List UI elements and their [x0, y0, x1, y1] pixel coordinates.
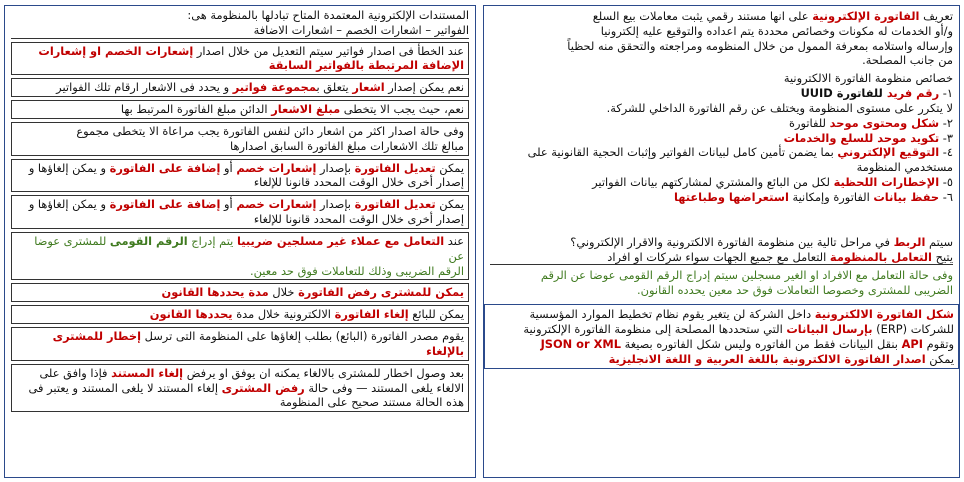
- highlight: الربط: [893, 234, 926, 249]
- highlight: إلغاء الفاتورة: [334, 307, 409, 322]
- text: لكل من البائع والمشتري لمشاركتهم بيانات الفواتير: [592, 175, 834, 190]
- text: من جانب المصلحة.: [862, 53, 953, 68]
- text: عند: [444, 233, 464, 248]
- highlight: رفض المشترى: [221, 380, 305, 395]
- text: للفاتورة UUID: [800, 86, 887, 101]
- text: و يحدد فى الاشعار ارقام تلك الفواتير: [56, 80, 233, 95]
- row-multiple-notices: [11, 122, 469, 156]
- text: يتعلق ب: [316, 80, 353, 95]
- highlight: حفظ بيانات: [873, 189, 940, 204]
- features-title: خصائص منظومة الفاتورة الالكترونية: [783, 71, 953, 86]
- highlight: التوقيع الإلكتروني: [837, 145, 940, 160]
- text: الفاتورة وإمكانية: [788, 189, 874, 204]
- text: أو: [220, 160, 237, 175]
- spacer: [490, 205, 953, 235]
- highlight: بالإلغاء: [426, 343, 464, 358]
- right-column: [483, 5, 960, 478]
- text: على انها مستند رقمي يثبت معاملات بيع السلع: [592, 9, 813, 23]
- row-edit-invoice-1: [11, 159, 469, 193]
- text: فإذا وافق على: [39, 365, 112, 380]
- docs-list: الفواتير – اشعارات الخصم – اشعارات الاضافة: [11, 23, 469, 39]
- text: إصدار أخرى خلال الوقت المحدد قانونا للإلغاء: [253, 175, 464, 190]
- text: خلال: [268, 285, 299, 300]
- text: الالكترونية خلال مدة: [232, 307, 335, 322]
- text: هذه الحالة مستند صحيح على المنظومة: [279, 395, 464, 410]
- text: الدائن مبلغ الفاتورة المرتبط بها: [120, 102, 272, 117]
- invoice-definition: [490, 9, 953, 68]
- highlight: إشعارات خصم: [236, 197, 317, 212]
- text: بعد وصول اخطار للمشترى بالالغاء يمكنه ان يوفق او يرفض: [183, 365, 464, 380]
- row-cancel-response: [11, 364, 469, 412]
- highlight: مبلغ الاشعار: [271, 102, 341, 117]
- invoice-shape-box: [484, 304, 959, 369]
- text: للمشترى عوضا عن: [34, 233, 464, 263]
- row-correction: [11, 42, 469, 76]
- highlight: استعراضها وطباعتها: [673, 189, 789, 204]
- num: ٤-: [939, 145, 953, 160]
- text: تعريف: [919, 9, 953, 23]
- highlight: التعامل بالمنظومة: [829, 249, 932, 264]
- text: نعم يمكن إصدار: [384, 80, 464, 95]
- text: و يمكن إلغاؤها و: [28, 160, 110, 175]
- num: ٦-: [939, 189, 953, 204]
- highlight: إضافة على الفاتورة: [109, 197, 221, 212]
- text: و/أو الخدمات له مكونات وخصائص محددة يتم اعداده والتوقيع عليه إلكترونيا: [600, 23, 953, 38]
- text: للشركات (ERP): [872, 321, 954, 336]
- text: نعم، حيث يجب الا يتخطى: [340, 102, 464, 117]
- row-notice-amount: [11, 100, 469, 119]
- row-group-notice: [11, 78, 469, 97]
- text: إصدار أخرى خلال الوقت المحدد قانونا للإلغاء: [253, 212, 464, 227]
- highlight: مجموعة فواتير: [232, 80, 317, 95]
- highlight: يحددها القانون: [149, 307, 233, 322]
- row-edit-invoice-2: [11, 195, 469, 229]
- highlight: شكل الفاتورة الالكترونية: [814, 307, 954, 322]
- text: يقوم مصدر الفاتورة (البائع) بطلب إلغاؤها على المنظومة التى ترسل: [141, 329, 464, 344]
- text: يمكن: [435, 160, 464, 175]
- text: الضريبى للمشترى وخصوصا التعاملات فوق حد معين يحدده القانون.: [637, 283, 953, 298]
- text: أو: [220, 197, 237, 212]
- text: بنقل البيانات فقط من الفاتوره وليس شكل الفاتوره بصيغة: [620, 336, 902, 351]
- text: بإصدار: [316, 197, 355, 212]
- text: يتيح: [931, 249, 953, 264]
- text: التعامل مع جميع الجهات سواء شركات او افراد: [607, 249, 830, 264]
- text: يمكن: [925, 351, 954, 366]
- highlight: إلغاء المستند: [111, 365, 184, 380]
- linking-section: [490, 235, 953, 298]
- highlight: تكويد موحد للسلع والخدمات: [783, 130, 940, 145]
- num: ١-: [939, 86, 953, 101]
- text: في مراحل تالية بين منظومة الفاتورة الالكترونية والاقرار الإلكتروني؟: [570, 234, 894, 249]
- text: بإصدار: [316, 160, 355, 175]
- highlight: اشعار: [352, 80, 385, 95]
- text: مبالغ تلك الاشعارات مبلغ الفاتورة السابق اصدارها: [229, 138, 464, 153]
- highlight: شكل ومحتوى موحد: [829, 115, 940, 130]
- highlight: الإضافة المرتبطة بالفواتير السابقة: [268, 58, 464, 73]
- text: يمكن: [435, 197, 464, 212]
- highlight: إضافة على الفاتورة: [109, 160, 221, 175]
- highlight: الفاتورة الإلكترونية: [812, 9, 920, 23]
- features-list: [490, 86, 953, 205]
- text: للفاتورة: [789, 115, 830, 130]
- text: يتم إدراج: [187, 233, 237, 248]
- highlight: التعامل مع عملاء غير مسلجين ضريبيا: [236, 233, 445, 248]
- highlight: رقم فريد: [886, 86, 940, 101]
- text: وفى حالة اصدار اكثر من اشعار دائن لنفس الفاتورة يجب مراعاة الا يتخطى مجموع: [76, 123, 464, 138]
- highlight: إخطار للمشترى: [52, 329, 141, 344]
- text: الرقم الضريبى وذلك للتعاملات فوق حد معين.: [250, 263, 464, 278]
- row-cancel-request: [11, 327, 469, 361]
- text: مستخدمي المنظومة: [856, 160, 953, 175]
- text: وإرساله واستلامه بمعرفة الممول من خلال المنظومه ومراجعته والتحقق منه لحظياً: [567, 38, 953, 53]
- docs-title: المستندات الإلكترونية المعتمدة المتاح تبادلها بالمنظومة هى:: [187, 8, 469, 22]
- text: الالغاء يلغى المستند — وفى حالة: [304, 380, 464, 395]
- text: بما يضمن تأمين كامل لبيانات الفواتير وإثبات الحجية القانونية على: [527, 145, 838, 160]
- highlight: بإرسال البيانات: [786, 321, 873, 336]
- highlight: إشعارات الخصم او إشعارات: [38, 43, 194, 58]
- highlight: تعديل الفاتورة: [354, 197, 436, 212]
- text: داخل الشركة لن يتغير يقوم نظام تخطيط الموارد المؤسسية: [529, 307, 815, 322]
- text: سيتم: [925, 234, 953, 249]
- text: و يمكن إلغاؤها و: [28, 197, 110, 212]
- text: التي ستحددها المصلحة إلى منظومة الفاتورة الإلكترونية: [523, 321, 787, 336]
- highlight: اصدار الفاتورة الالكترونية باللغة العربية و اللغة الانجليزية: [608, 351, 926, 366]
- highlight: مدة يحددها القانون: [161, 285, 269, 300]
- text: إلغاء المستند لا يلغى المستند و يعتبر فى: [28, 380, 222, 395]
- highlight: API: [901, 336, 923, 351]
- text: وتقوم: [923, 336, 954, 351]
- highlight: يمكن للمشترى رفض الفاتورة: [298, 285, 464, 300]
- text: عند الخطأ فى اصدار فواتير سيتم التعديل من خلال اصدار: [193, 43, 464, 58]
- highlight: الإخطارات اللحظية: [833, 175, 940, 190]
- row-unregistered-clients: [11, 232, 469, 280]
- num: ٢-: [939, 115, 953, 130]
- row-buyer-reject: [11, 283, 469, 302]
- left-column: [4, 5, 476, 478]
- text: وفى حالة التعامل مع الافراد او الغير مسجلين سيتم إدراج الرقم القومى عوضا عن الرقم: [540, 268, 953, 283]
- num: ٥-: [939, 175, 953, 190]
- highlight: تعديل الفاتورة: [354, 160, 436, 175]
- row-seller-cancel: [11, 305, 469, 324]
- highlight: JSON or XML: [540, 336, 621, 351]
- text: لا يتكرر على مستوى المنظومة ويختلف عن رقم الفاتورة الداخلي للشركة.: [606, 100, 953, 115]
- num: ٣-: [939, 130, 953, 145]
- highlight: إشعارات خصم: [236, 160, 317, 175]
- highlight: الرقم القومى: [109, 233, 188, 248]
- text: يمكن للبائع: [408, 307, 464, 322]
